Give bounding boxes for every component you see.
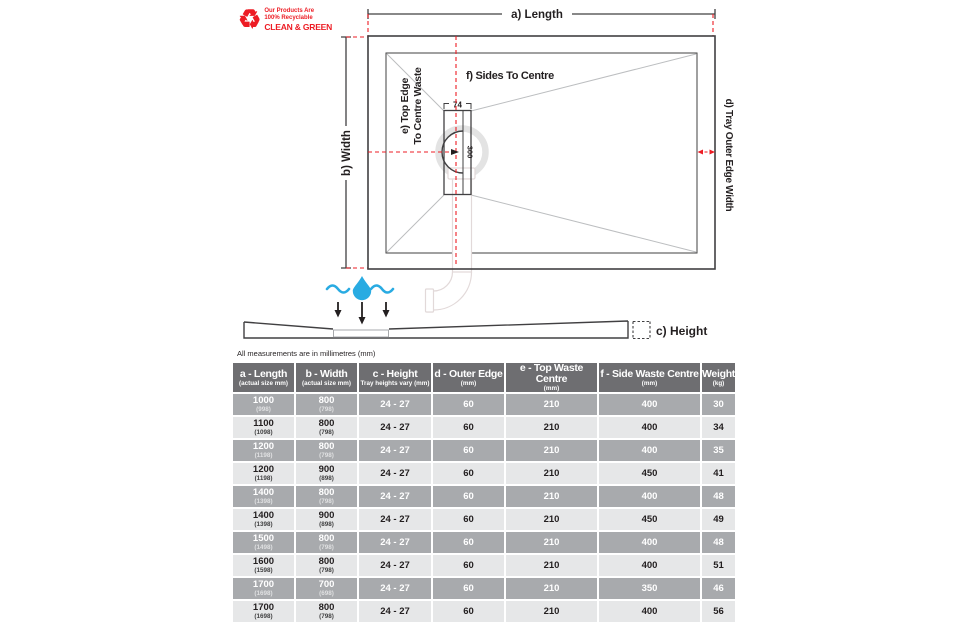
cell-width: 800 (798)	[295, 554, 358, 577]
water-flow-group	[327, 276, 393, 325]
cell-length: 1700 (1698)	[233, 600, 295, 623]
table-row	[233, 485, 735, 508]
cell-side-waste-centre: 400	[598, 416, 701, 439]
cell-height: 24 - 27	[358, 439, 432, 462]
recycling-icon: ♻	[238, 4, 262, 34]
cell-side-waste-centre: 400	[598, 531, 701, 554]
brand-line-1: Our Products Are	[264, 8, 315, 14]
cell-length: 1100 (1098)	[233, 416, 295, 439]
width-label: b) Width	[341, 130, 353, 176]
flow-arrows	[335, 302, 390, 325]
cell-weight: 34	[701, 416, 735, 439]
cell-height: 24 - 27	[358, 462, 432, 485]
cell-top-waste-centre: 210	[505, 485, 598, 508]
cell-side-waste-centre: 400	[598, 439, 701, 462]
cell-outer-edge: 60	[432, 508, 505, 531]
table-row	[233, 439, 735, 462]
cell-width: 800 (798)	[295, 393, 358, 416]
height-label: c) Height	[656, 324, 708, 338]
cell-outer-edge: 60	[432, 439, 505, 462]
cell-side-waste-centre: 400	[598, 485, 701, 508]
height-dashed-bracket	[633, 322, 650, 339]
table-row	[233, 577, 735, 600]
cell-height: 24 - 27	[358, 600, 432, 623]
cell-side-waste-centre: 450	[598, 508, 701, 531]
table-row	[233, 508, 735, 531]
table-row	[233, 393, 735, 416]
column-header-width: b - Width (actual size mm)	[295, 363, 358, 393]
cell-weight: 35	[701, 439, 735, 462]
column-header-length: a - Length (actual size mm)	[233, 363, 295, 393]
column-header-top-waste-centre: e - Top Waste Centre (mm)	[505, 363, 598, 393]
cell-top-waste-centre: 210	[505, 462, 598, 485]
waste-width-value: 74	[453, 100, 462, 110]
waste-housing-section	[334, 330, 389, 337]
cell-height: 24 - 27	[358, 416, 432, 439]
cell-top-waste-centre: 210	[505, 577, 598, 600]
cell-width: 800 (798)	[295, 416, 358, 439]
cell-width: 800 (798)	[295, 485, 358, 508]
cell-weight: 41	[701, 462, 735, 485]
cell-side-waste-centre: 400	[598, 393, 701, 416]
table-row	[233, 462, 735, 485]
cell-side-waste-centre: 350	[598, 577, 701, 600]
cell-outer-edge: 60	[432, 462, 505, 485]
cell-weight: 48	[701, 485, 735, 508]
cell-height: 24 - 27	[358, 531, 432, 554]
cell-width: 800 (798)	[295, 600, 358, 623]
brand-line-2: 100% Recyclable	[264, 15, 313, 21]
cell-outer-edge: 60	[432, 485, 505, 508]
cell-length: 1600 (1598)	[233, 554, 295, 577]
cell-weight: 56	[701, 600, 735, 623]
column-header-outer-edge: d - Outer Edge (mm)	[432, 363, 505, 393]
cell-side-waste-centre: 400	[598, 600, 701, 623]
spec-table-body	[233, 393, 735, 623]
cell-weight: 51	[701, 554, 735, 577]
cell-outer-edge: 60	[432, 554, 505, 577]
cell-top-waste-centre: 210	[505, 600, 598, 623]
cell-outer-edge: 60	[432, 600, 505, 623]
cell-width: 900 (898)	[295, 462, 358, 485]
cell-top-waste-centre: 210	[505, 531, 598, 554]
table-row	[233, 600, 735, 623]
cell-width: 800 (798)	[295, 531, 358, 554]
cell-outer-edge: 60	[432, 416, 505, 439]
cell-top-waste-centre: 210	[505, 393, 598, 416]
table-header-row	[233, 363, 735, 393]
column-header-weight: Weight (kg)	[701, 363, 735, 393]
top-edge-label-line1: e) Top Edge	[399, 77, 411, 135]
cell-length: 1400 (1398)	[233, 508, 295, 531]
cell-outer-edge: 60	[432, 393, 505, 416]
cell-height: 24 - 27	[358, 577, 432, 600]
cell-width: 700 (698)	[295, 577, 358, 600]
column-header-height: c - Height Tray heights vary (mm)	[358, 363, 432, 393]
cell-side-waste-centre: 450	[598, 462, 701, 485]
cell-length: 1200 (1198)	[233, 462, 295, 485]
cell-outer-edge: 60	[432, 577, 505, 600]
cell-length: 1400 (1398)	[233, 485, 295, 508]
brand-line-3: CLEAN & GREEN	[264, 22, 333, 32]
cell-side-waste-centre: 400	[598, 554, 701, 577]
cell-height: 24 - 27	[358, 485, 432, 508]
waste-diameter-value: 300	[465, 145, 475, 159]
cell-top-waste-centre: 210	[505, 416, 598, 439]
water-wave-left-icon	[327, 286, 349, 293]
cell-width: 800 (798)	[295, 439, 358, 462]
water-drop-icon	[353, 276, 371, 300]
top-edge-label-line2: To Centre Waste	[412, 67, 424, 145]
spec-table	[233, 363, 735, 624]
table-row	[233, 416, 735, 439]
length-label: a) Length	[511, 9, 563, 21]
cell-top-waste-centre: 210	[505, 508, 598, 531]
cell-length: 1200 (1198)	[233, 439, 295, 462]
cell-top-waste-centre: 210	[505, 439, 598, 462]
cell-width: 900 (898)	[295, 508, 358, 531]
sides-to-centre-label: f) Sides To Centre	[466, 70, 554, 82]
measurement-note: All measurements are in millimetres (mm)	[237, 349, 376, 358]
cell-length: 1000 (998)	[233, 393, 295, 416]
cell-length: 1500 (1498)	[233, 531, 295, 554]
cell-weight: 30	[701, 393, 735, 416]
cell-height: 24 - 27	[358, 508, 432, 531]
cell-weight: 49	[701, 508, 735, 531]
table-row	[233, 531, 735, 554]
table-row	[233, 554, 735, 577]
cell-weight: 48	[701, 531, 735, 554]
cell-height: 24 - 27	[358, 554, 432, 577]
cell-length: 1700 (1698)	[233, 577, 295, 600]
outer-edge-width-label: d) Tray Outer Edge Width	[723, 98, 734, 212]
cell-height: 24 - 27	[358, 393, 432, 416]
cell-top-waste-centre: 210	[505, 554, 598, 577]
cell-weight: 46	[701, 577, 735, 600]
column-header-side-waste-centre: f - Side Waste Centre (mm)	[598, 363, 701, 393]
cell-outer-edge: 60	[432, 531, 505, 554]
water-wave-right-icon	[371, 286, 393, 293]
